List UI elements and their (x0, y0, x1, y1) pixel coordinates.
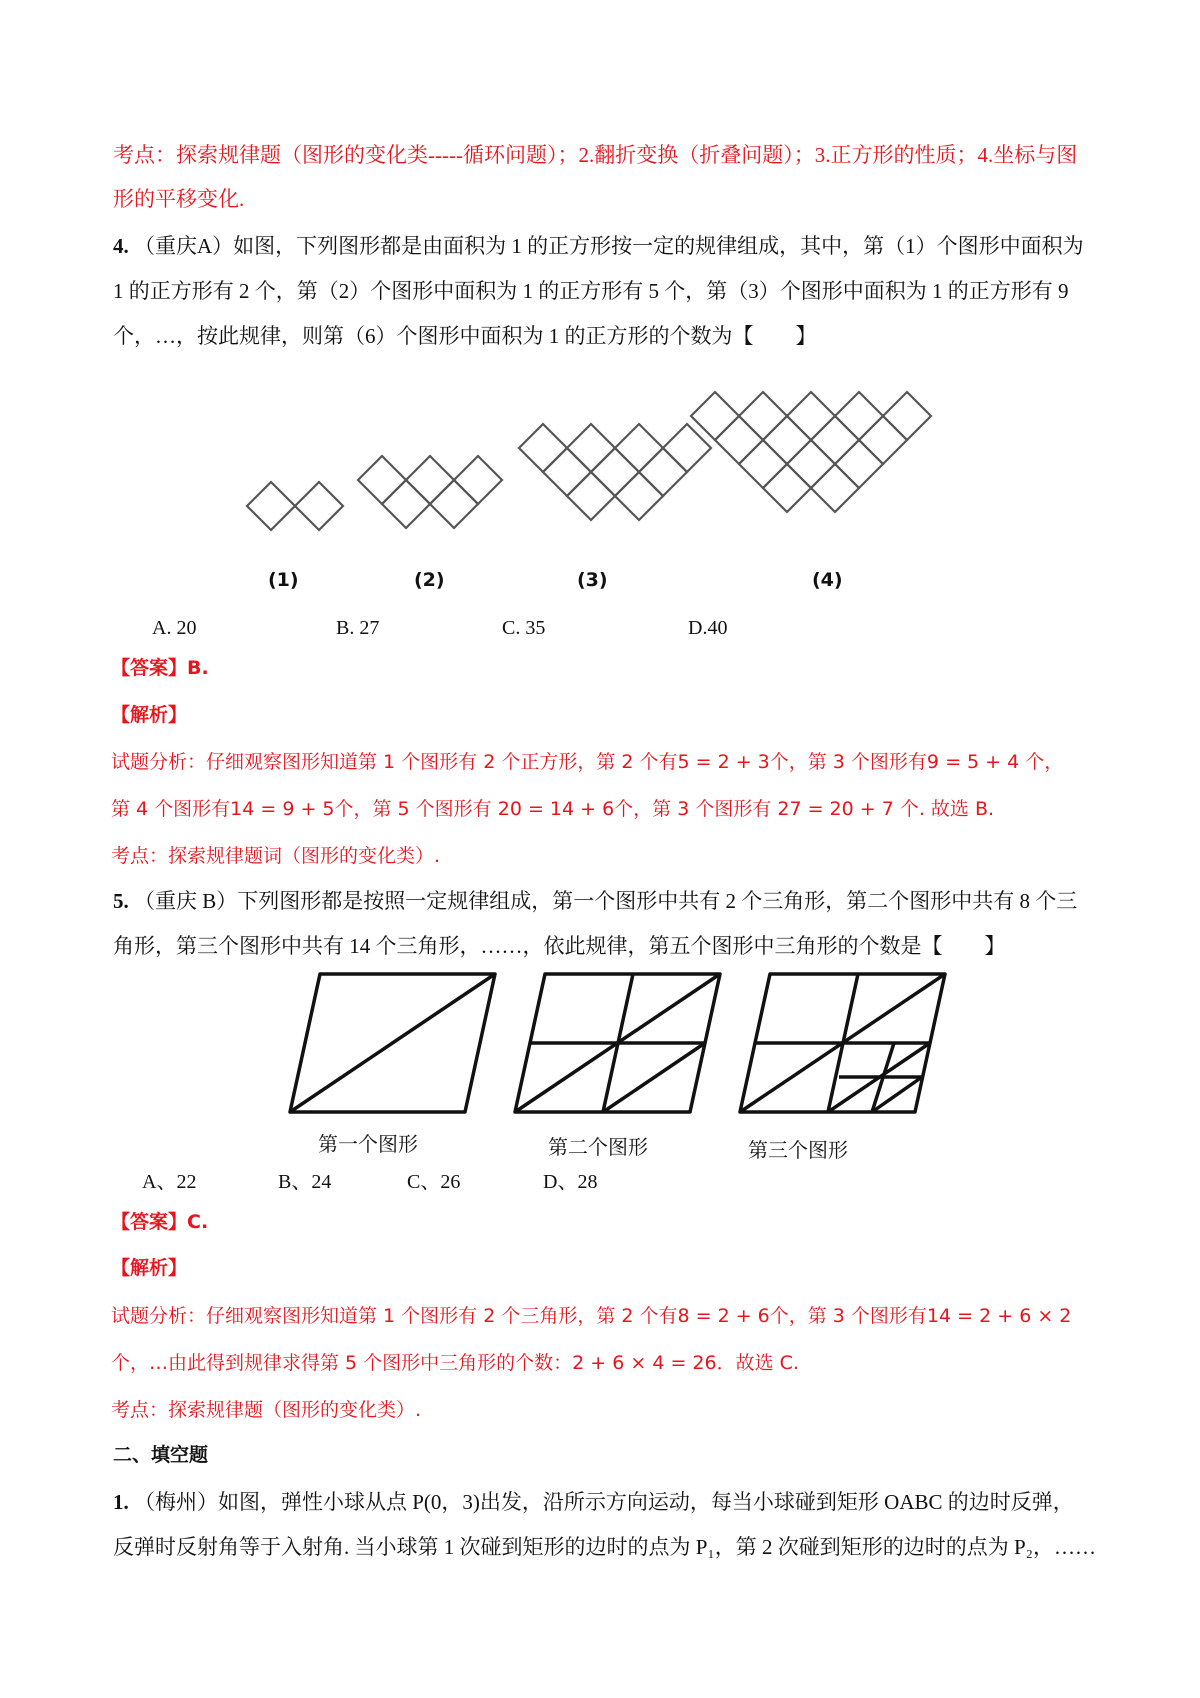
q5-option-a: A、22 (142, 1171, 197, 1193)
q5-analysis-line-2: 个，…由此得到规律求得第 5 个图形中三角形的个数：2 + 6 × 4 = 26．故选 C. (111, 1352, 799, 1374)
q4-figure-label-3: (3) (577, 569, 608, 591)
fill1-text-1: （梅州）如图，弹性小球从点 P(0，3)出发，沿所示方向运动，每当小球碰到矩形 OABC 的边时反弹， (134, 1490, 1074, 1514)
q5-answer: 【答案】C. (111, 1211, 209, 1233)
fill1-line-2: 反弹时反射角等于入射角. 当小球第 1 次碰到矩形的边时的点为 P₁，第 2 次碰到矩形的边时的点为 P₂，…… (113, 1535, 1096, 1559)
q4-analysis-line-2: 第 4 个图形有14 = 9 + 5个，第 5 个图形有 20 = 14 + 6个，第 3 个图形有 27 = 20 + 7 个. 故选 B. (111, 798, 995, 820)
fill1-line-1 (113, 1488, 1098, 1516)
q4-option-b: B. 27 (336, 617, 380, 639)
q5-figure-1 (290, 974, 495, 1112)
q4-figure-4 (691, 392, 931, 512)
q4-option-d: D.40 (688, 617, 728, 639)
q5-figure-3 (740, 974, 945, 1112)
fill1-number: 1. (113, 1490, 129, 1514)
q5-figure-label-3: 第三个图形 (748, 1138, 848, 1162)
q5-analysis-title: 【解析】 (111, 1257, 188, 1279)
q4-text-1: （重庆A）如图，下列图形都是由面积为 1 的正方形按一定的规律组成，其中，第（1）个图形中面积为 (134, 234, 1084, 258)
kaodian-line-1: 考点：探索规律题（图形的变化类-----循环问题）；2.翻折变换（折叠问题）；3.正方形的性质；4.坐标与图 (113, 143, 1078, 167)
q4-figure (230, 382, 930, 582)
q5-figure-label-1: 第一个图形 (318, 1132, 418, 1156)
section-title: 二、填空题 (113, 1444, 209, 1466)
q4-line-1 (113, 232, 1098, 260)
q4-figure-3 (519, 424, 711, 520)
q5-kaodian: 考点：探索规律题（图形的变化类）. (111, 1399, 422, 1421)
q4-answer: 【答案】B. (111, 657, 209, 679)
q5-figure-label-2: 第二个图形 (548, 1135, 648, 1159)
q5-line-1 (113, 887, 1098, 915)
q4-line-2: 1 的正方形有 2 个，第（2）个图形中面积为 1 的正方形有 5 个，第（3）个图形中面积为 1 的正方形有 9 (113, 279, 1069, 303)
q5-figure (290, 970, 950, 1130)
q5-option-b: B、24 (278, 1171, 332, 1193)
q5-analysis-line-1: 试题分析：仔细观察图形知道第 1 个图形有 2 个三角形，第 2 个有8 = 2 + 6个，第 3 个图形有14 = 2 + 6 × 2 (111, 1305, 1072, 1327)
q4-figure-label-2: (2) (414, 569, 445, 591)
q4-kaodian: 考点：探索规律题词（图形的变化类）. (111, 845, 441, 867)
q4-analysis-line-1: 试题分析：仔细观察图形知道第 1 个图形有 2 个正方形，第 2 个有5 = 2 + 3个，第 3 个图形有9 = 5 + 4 个， (111, 751, 1064, 773)
q4-analysis-title: 【解析】 (111, 704, 188, 726)
q5-text-1: （重庆 B）下列图形都是按照一定规律组成，第一个图形中共有 2 个三角形，第二个图形中共有 8 个三 (134, 889, 1078, 913)
q5-option-d: D、28 (543, 1171, 598, 1193)
q5-option-c: C、26 (407, 1171, 461, 1193)
q4-option-a: A. 20 (152, 617, 197, 639)
q4-line-3: 个，…，按此规律，则第（6）个图形中面积为 1 的正方形的个数为【 】 (113, 324, 817, 348)
q4-number: 4. (113, 234, 129, 258)
q5-line-2: 角形，第三个图形中共有 14 个三角形，……，依此规律，第五个图形中三角形的个数是【 】 (113, 934, 1006, 958)
q5-figure-2 (515, 974, 720, 1112)
q4-figure-label-4: (4) (812, 569, 843, 591)
q4-option-c: C. 35 (502, 617, 546, 639)
kaodian-line-2: 形的平移变化. (113, 187, 245, 211)
q5-number: 5. (113, 889, 129, 913)
q4-figure-2 (358, 456, 502, 528)
q4-figure-1 (247, 482, 343, 530)
q4-figure-label-1: (1) (268, 569, 299, 591)
